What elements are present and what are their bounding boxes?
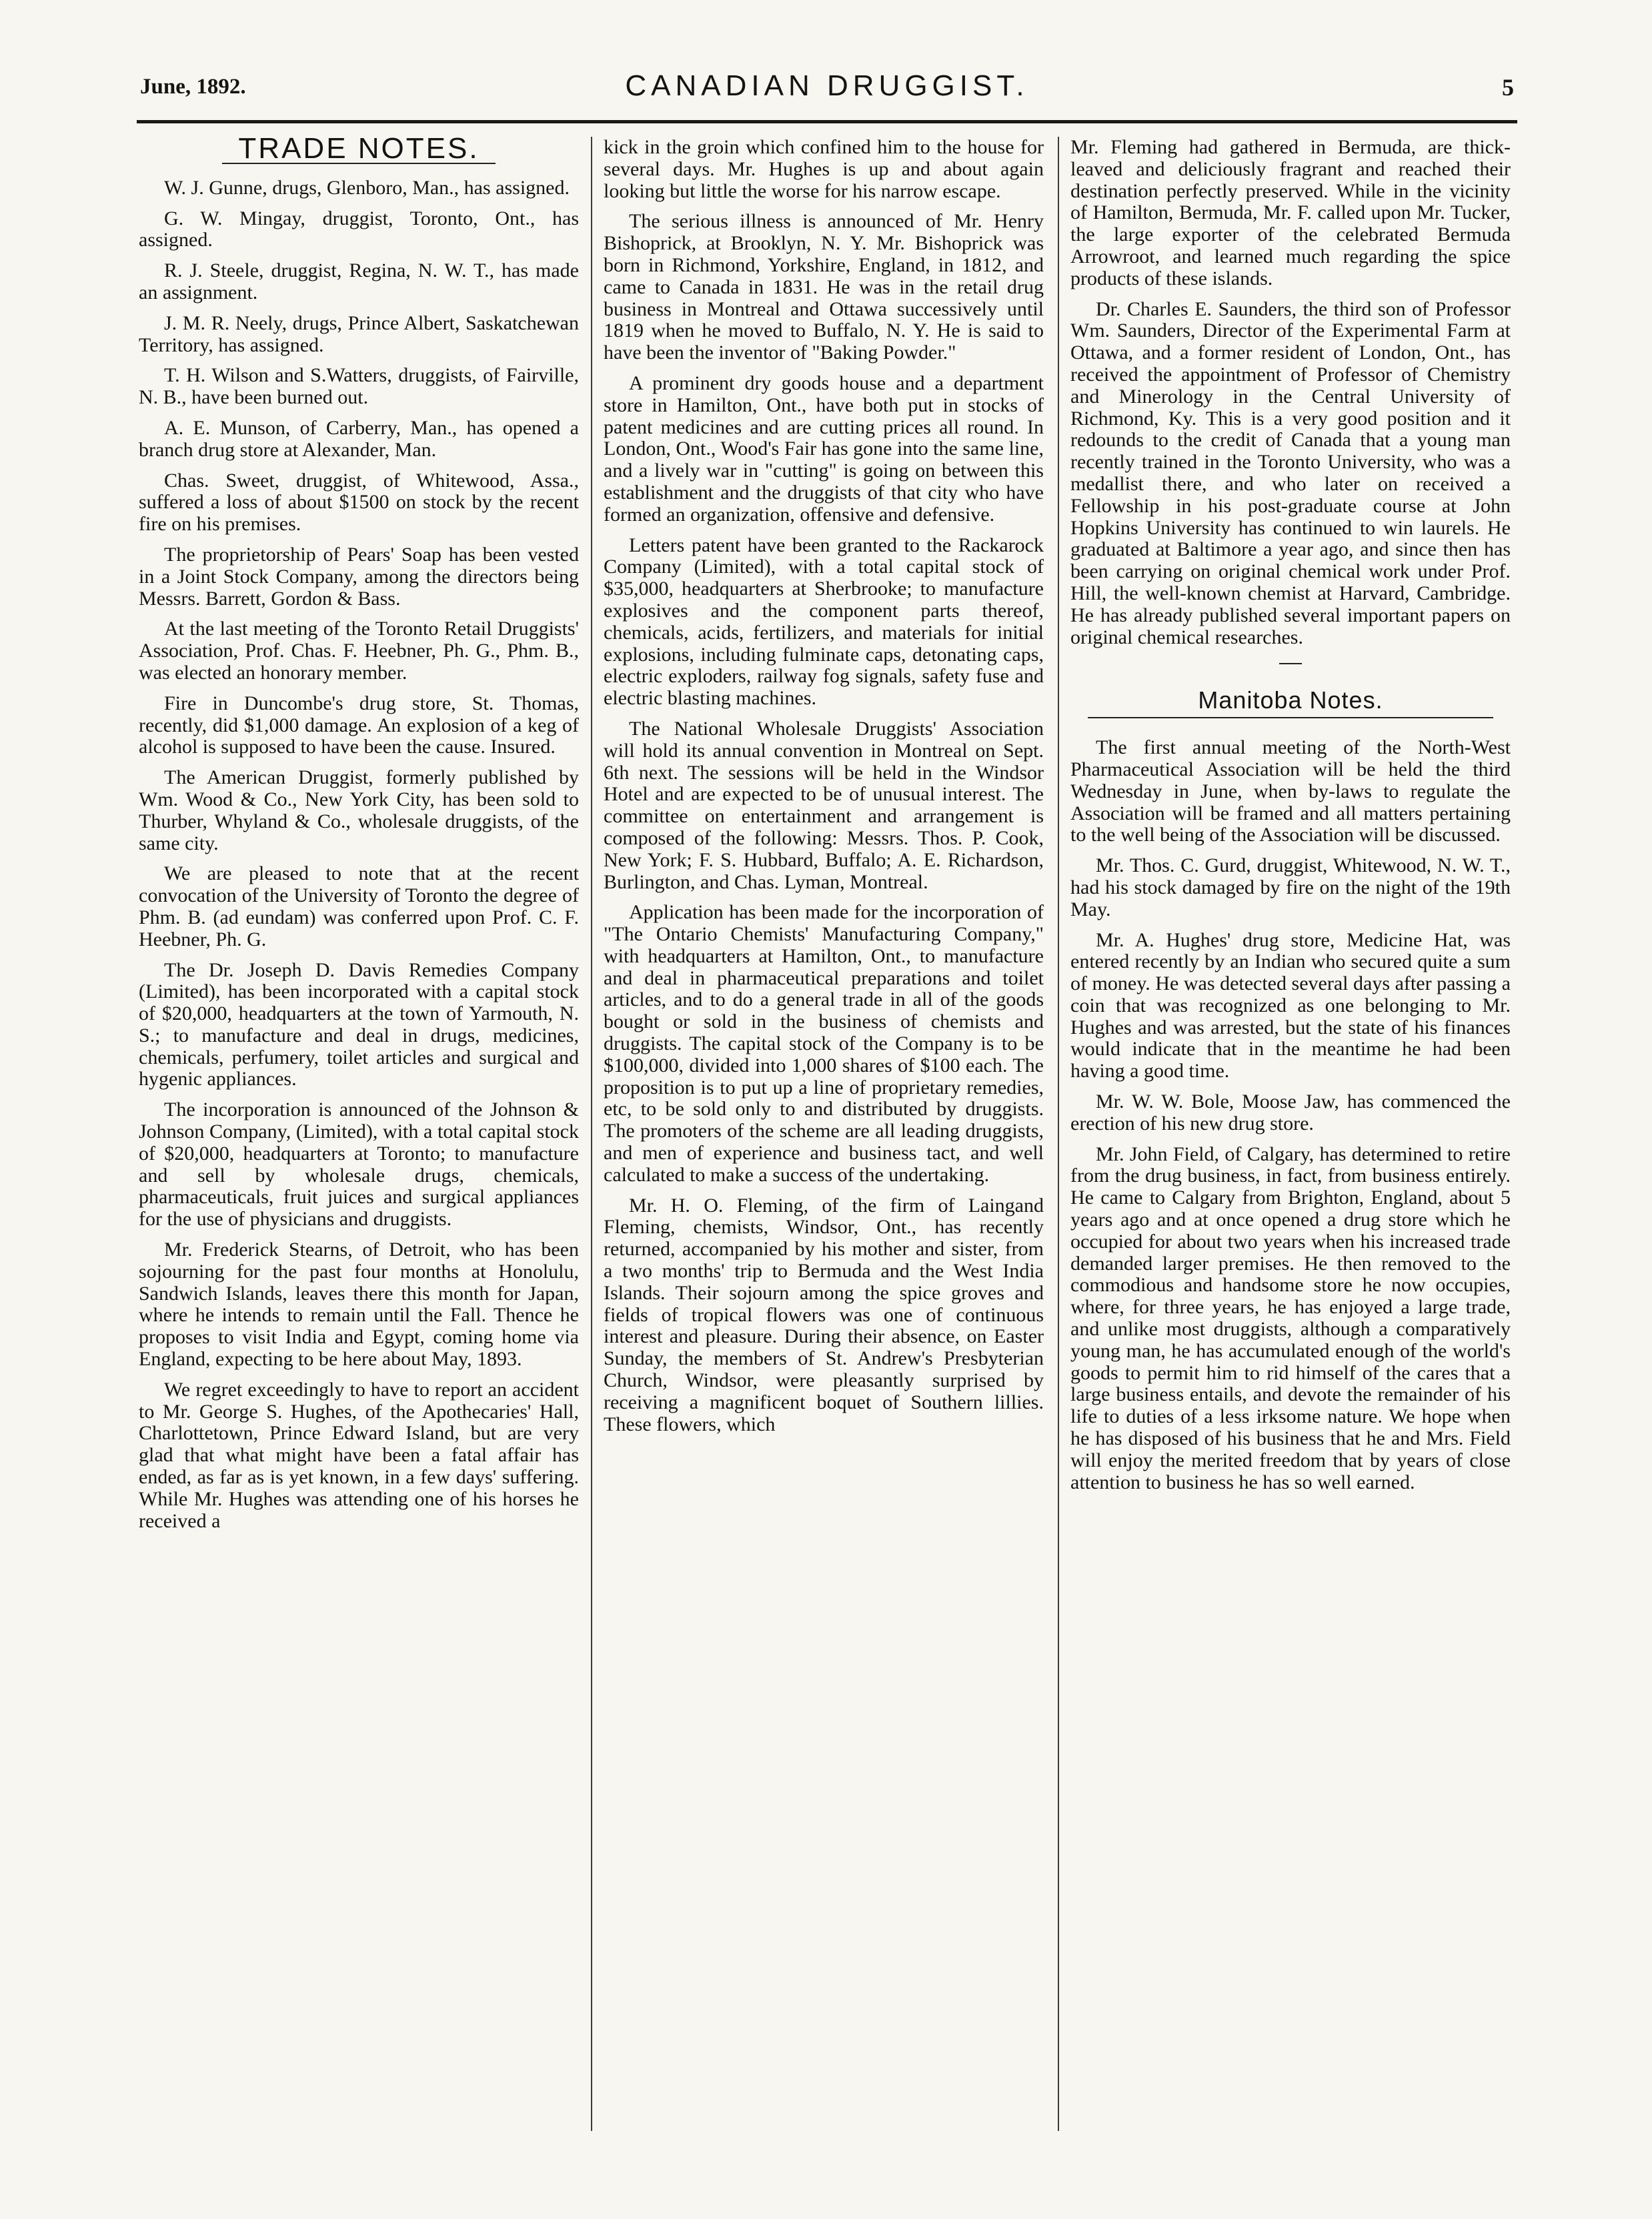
column-1 — [139, 137, 579, 2164]
issue-date: June, 1892. — [140, 75, 246, 99]
article-paragraph: The incorporation is announced of the Johnson & Johnson Company, (Limited), with a total capital stock of $20,000, headquarters at Toronto; to manufacture and sell by wholesale drugs, chemicals, pharmaceuticals, fruit juices and surgical appliances for the use of physicians and druggists. — [139, 1098, 579, 1231]
article-paragraph-continued: Mr. Fleming had gathered in Bermuda, are thick-leaved and deliciously fragrant and reached their destination perfectly preserved. While in the vicinity of Hamilton, Bermuda, Mr. F. called upon Mr. Tucker, the large exporter of the celebrated Bermuda Arrowroot, and learned much regarding the spice products of these islands. — [1070, 137, 1511, 289]
article-paragraph: Mr. H. O. Fleming, of the firm of Laingand Fleming, chemists, Windsor, Ont., has recently returned, accompanied by his mother and sister, from a two months' trip to Bermuda and the West India Islands. Their sojourn among the spice groves and fields of tropical flowers was one of continuous interest and pleasure. During their absence, on Easter Sunday, the members of St. Andrew's Presbyterian Church, Windsor, were pleasantly surprised by receiving a magnificent boquet of Southern lillies. These flowers, which — [604, 1194, 1044, 1435]
article-paragraph: We regret exceedingly to have to report an accident to Mr. George S. Hughes, of the Apothecaries' Hall, Charlottetown, Prince Edward Island, but are very glad that what might have been a fatal affair has ended, as far as is yet known, in a few days' suffering. While Mr. Hughes was attending one of his horses he received a — [139, 1378, 579, 1532]
column-divider — [591, 137, 592, 2131]
column-3 — [1070, 137, 1511, 2164]
article-paragraph: Mr. Thos. C. Gurd, druggist, Whitewood, N. W. T., had his stock damaged by fire on the night of the 19th May. — [1070, 854, 1511, 920]
article-paragraph: The National Wholesale Druggists' Association will hold its annual convention in Montreal on Sept. 6th next. The sessions will be held in the Windsor Hotel and are expected to be of unusual interest. The committee on entertainment and arrangement is composed of the following: Messrs. Thos. P. Cook, New York; F. S. Hubbard, Buffalo; A. E. Richardson, Burlington, and Chas. Lyman, Montreal. — [604, 717, 1044, 893]
article-paragraph: The American Druggist, formerly published by Wm. Wood & Co., New York City, has been sold to Thurber, Whyland & Co., wholesale druggists, of the same city. — [139, 766, 579, 854]
article-paragraph: Chas. Sweet, druggist, of Whitewood, Assa., suffered a loss of about $1500 on stock by the recent fire on his premises. — [139, 469, 579, 536]
article-paragraph: W. J. Gunne, drugs, Glenboro, Man., has assigned. — [164, 176, 570, 199]
article-paragraph: T. H. Wilson and S.Watters, druggists, of Fairville, N. B., have been burned out. — [139, 364, 579, 409]
article-paragraph: J. M. R. Neely, drugs, Prince Albert, Saskatchewan Territory, has assigned. — [139, 311, 579, 356]
article-paragraph: Mr. Frederick Stearns, of Detroit, who has been sojourning for the past four months at Honolulu, Sandwich Islands, leaves there this month for Japan, where he intends to remain until the Fall. Thence he proposes to visit India and Egypt, coming home via England, expecting to be here about May, 1893. — [139, 1239, 579, 1371]
page-number: 5 — [1502, 74, 1514, 101]
article-paragraph: Mr. A. Hughes' drug store, Medicine Hat, was entered recently by an Indian who secured quite a sum of money. He was detected several days after passing a coin that was recognized as one belonging to Mr. Hughes and was arrested, but the state of his finances would indicate that in the meantime he had been having a good time. — [1070, 928, 1511, 1082]
article-paragraph: Mr. John Field, of Calgary, has determined to retire from the drug business, in fact, from business entirely. He came to Calgary from Brighton, England, about 5 years ago and at once opened a drug store which he occupied for about two years when his increased trade demanded larger premises. He then removed to the commodious and handsome store he now occupies, where, for three years, he has enjoyed a large trade, and unlike most druggists, although a comparatively young man, he has accumulated enough of the world's goods to permit him to rid himself of the cares that a large business entails, and devote the remainder of his life to duties of a less irksome nature. We hope when he has disposed of his business that he and Mrs. Field will enjoy the merited freedom that by years of close attention to business he has so well earned. — [1070, 1143, 1511, 1493]
column-divider — [1058, 137, 1059, 2131]
header-rule — [137, 120, 1517, 123]
article-paragraph: G. W. Mingay, druggist, Toronto, Ont., has assigned. — [139, 207, 579, 251]
article-paragraph: Mr. W. W. Bole, Moose Jaw, has commenced the erection of his new drug store. — [1070, 1090, 1511, 1135]
article-paragraph: Fire in Duncombe's drug store, St. Thomas, recently, did $1,000 damage. An explosion of a keg of alcohol is supposed to have been the cause. Insured. — [139, 692, 579, 758]
article-paragraph: At the last meeting of the Toronto Retail Druggists' Association, Prof. Chas. F. Heebner, Ph. G., Phm. B., was elected an honorary member. — [139, 618, 579, 684]
article-paragraph-continued: kick in the groin which confined him to the house for several days. Mr. Hughes is up and about again looking but little the worse for his narrow escape. — [604, 137, 1044, 202]
article-paragraph: Application has been made for the incorporation of "The Ontario Chemists' Manufacturing Company," with headquarters at Hamilton, Ont., to manufacture and deal in pharmaceutical preparations and toilet articles, and to do a general trade in all of the goods bought or sold in the business of chemists and druggists. The capital stock of the Company is to be $100,000, divided into 1,000 shares of $100 each. The proposition is to put up a line of proprietary remedies, etc, to be sold only to and distributed by druggists. The promoters of the scheme are all leading druggists, and men of experience and business tact, and well calculated to make a success of the undertaking. — [604, 901, 1044, 1186]
separator-rule — [1279, 663, 1302, 664]
article-paragraph: The first annual meeting of the North-West Pharmaceutical Association will be held the third Wednesday in June, when by-laws to regulate the Association will be framed and all matters pertaining to the well being of the Association will be discussed. — [1070, 736, 1511, 846]
article-paragraph: The serious illness is announced of Mr. Henry Bishoprick, at Brooklyn, N. Y. Mr. Bishoprick was born in Richmond, Yorkshire, England, in 1812, and came to Canada in 1831. He was in the retail drug business in Montreal and Ottawa successively until 1819 when he moved to Buffalo, N. Y. He is said to have been the inventor of "Baking Powder." — [604, 210, 1044, 364]
subsection-heading: Manitoba Notes. — [1198, 686, 1383, 714]
article-paragraph: Dr. Charles E. Saunders, the third son of Professor Wm. Saunders, Director of the Experimental Farm at Ottawa, and a former resident of London, Ont., has received the appointment of Professor of Chemistry and Minerology in the Central University of Richmond, Ky. This is a very good position and it redounds to the credit of Canada that a young man recently trained in the Toronto University, who was a medallist there, and who later on received a Fellowship in his post-graduate course at John Hopkins University has continued to win laurels. He graduated at Baltimore a year ago, and since then has been carrying on original chemical work under Prof. Hill, the well-known chemist at Harvard, Cambridge. He has already published several important papers on original chemical researches. — [1070, 297, 1511, 648]
article-paragraph: A. E. Munson, of Carberry, Man., has opened a branch drug store at Alexander, Man. — [139, 416, 579, 461]
article-paragraph: R. J. Steele, druggist, Regina, N. W. T., has made an assignment. — [139, 259, 579, 303]
publication-title: CANADIAN DRUGGIST. — [625, 69, 1029, 102]
article-paragraph: The Dr. Joseph D. Davis Remedies Company (Limited), has been incorporated with a capital stock of $20,000, headquarters at the town of Yarmouth, N. S.; to manufacture and deal in drugs, medicines, chemicals, perfumery, toilet articles and surgical and hygenic appliances. — [139, 958, 579, 1090]
article-paragraph: Letters patent have been granted to the Rackarock Company (Limited), with a total capital stock of $35,000, headquarters at Sherbrooke; to manufacture explosives and the component parts thereof, chemicals, acids, fertilizers, and materials for initial explosions, including fulminate caps, detonating caps, electric exploders, railway fog signals, safety fuse and electric blasting machines. — [604, 534, 1044, 710]
subheading-rule — [1088, 717, 1493, 718]
section-heading: TRADE NOTES. — [238, 137, 480, 165]
article-paragraph: The proprietorship of Pears' Soap has been vested in a Joint Stock Company, among the directors being Messrs. Barrett, Gordon & Bass. — [139, 543, 579, 610]
page-header — [140, 69, 1514, 109]
article-paragraph: A prominent dry goods house and a department store in Hamilton, Ont., have both put in stocks of patent medicines and are cutting prices all round. In London, Ont., Wood's Fair has gone into the same line, and a lively war in "cutting" is going on between this establishment and the druggists of that city who have formed an organization, offensive and defensive. — [604, 372, 1044, 526]
column-2 — [604, 137, 1044, 2164]
article-paragraph: We are pleased to note that at the recent convocation of the University of Toronto the degree of Phm. B. (ad eundam) was conferred upon Prof. C. F. Heebner, Ph. G. — [139, 862, 579, 950]
